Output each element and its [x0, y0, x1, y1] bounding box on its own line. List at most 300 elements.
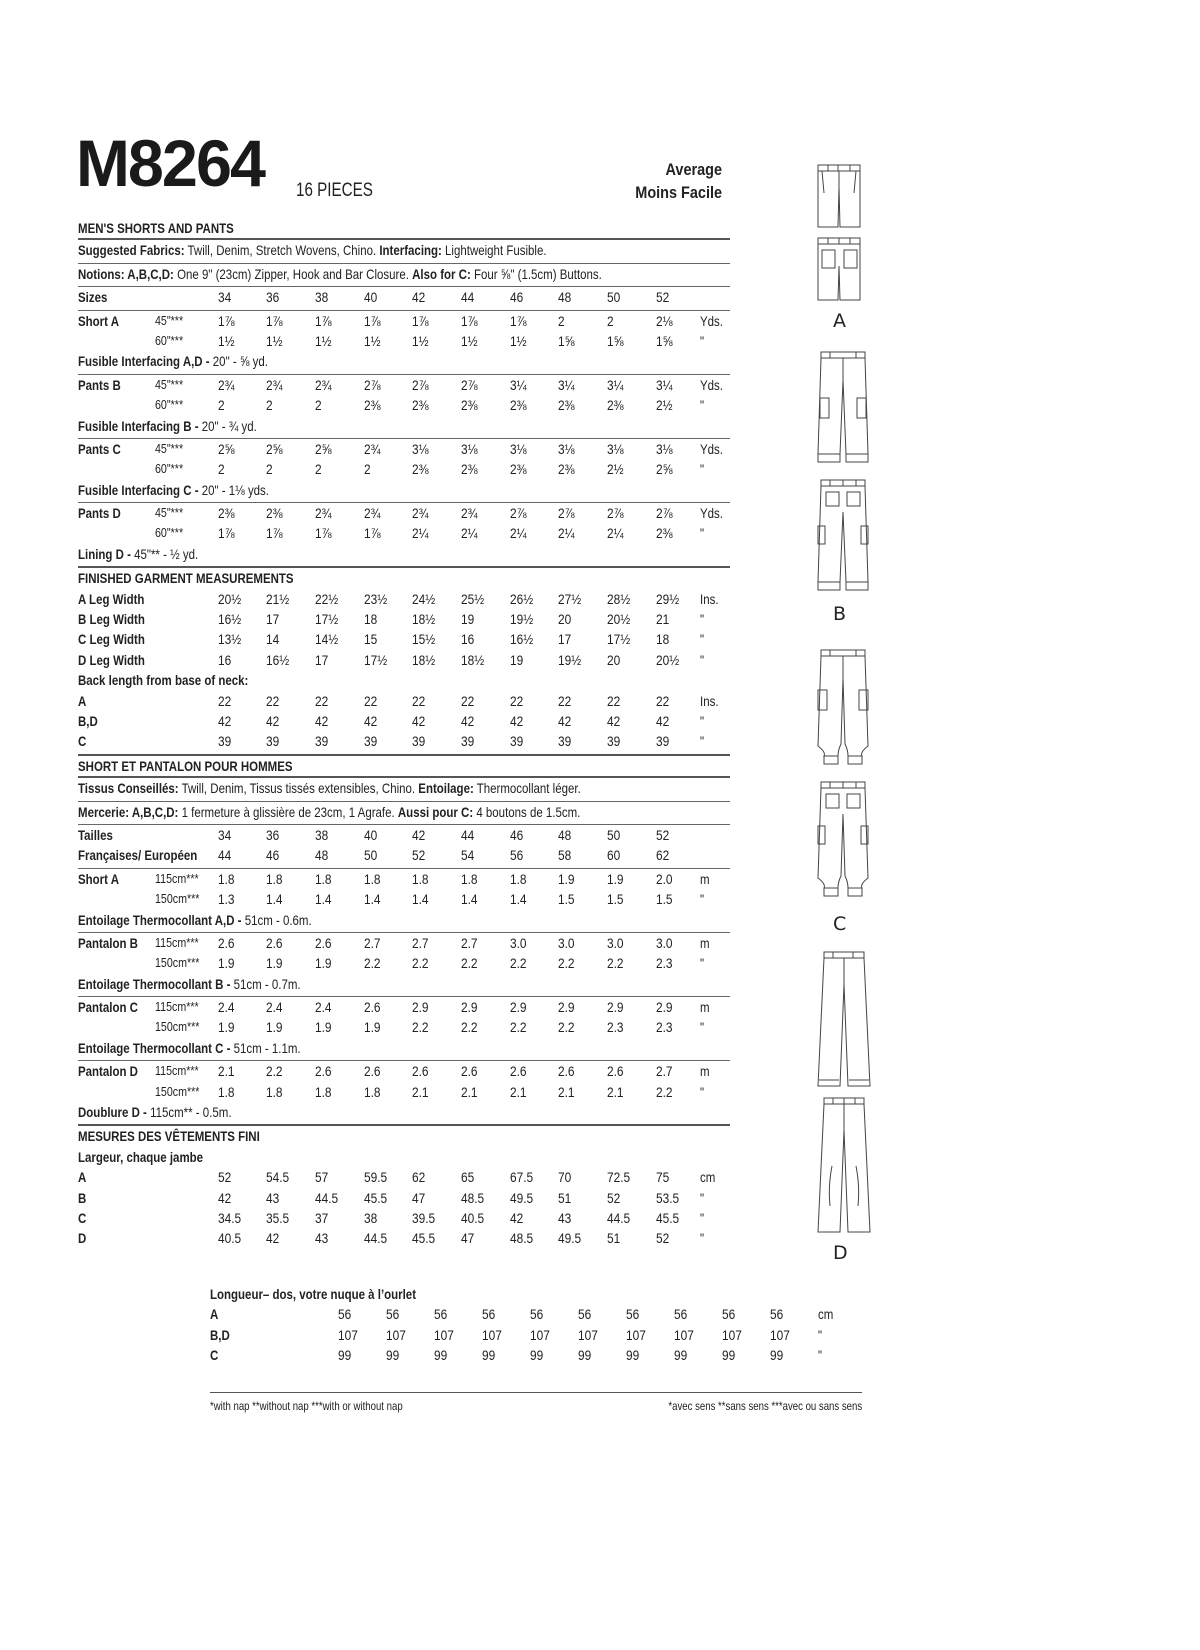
cell-value: 17½: [315, 611, 339, 628]
cell-value: 44.5: [364, 1230, 388, 1247]
cell-value: 99: [386, 1347, 400, 1364]
cell-value: 2.3: [656, 955, 673, 972]
cell-value: 2⅞: [364, 376, 381, 393]
cell-value: 47: [412, 1189, 426, 1206]
size-value: 50: [607, 289, 621, 306]
cell-value: 99: [338, 1347, 352, 1364]
fabric-width: 115cm***: [155, 870, 199, 886]
unit: m: [700, 999, 710, 1016]
cell-value: 2¾: [412, 505, 429, 522]
cell-value: 2½: [656, 397, 673, 414]
cell-value: 53.5: [656, 1189, 680, 1206]
row-label: Short A: [78, 870, 120, 887]
cell-value: 22: [656, 692, 670, 709]
cell-value: 18: [364, 611, 378, 628]
cell-value: 35.5: [266, 1209, 290, 1226]
cell-value: 1.8: [218, 870, 235, 887]
cell-value: 39: [558, 733, 572, 750]
cell-value: 2¾: [218, 376, 235, 393]
cell-value: 39: [218, 733, 232, 750]
cell-value: 1.8: [266, 870, 283, 887]
cell-value: 54.5: [266, 1169, 290, 1186]
cell-value: 1.5: [607, 891, 624, 908]
cell-value: 39: [412, 733, 426, 750]
unit: ": [700, 733, 705, 750]
size-value: 52: [412, 847, 426, 864]
cell-value: 39.5: [412, 1209, 436, 1226]
pieces-count: 16 PIECES: [296, 180, 373, 201]
row-label: B,D: [78, 712, 98, 729]
cell-value: 2.7: [364, 934, 381, 951]
eu-sizes-row: [78, 845, 730, 865]
leg-width-row: [78, 1208, 730, 1228]
cell-value: 75: [656, 1169, 670, 1186]
cell-value: 2¾: [461, 505, 478, 522]
cell-value: 2.6: [558, 1063, 575, 1080]
fabric-width: 150cm***: [155, 955, 200, 971]
cell-value: 2½: [607, 461, 624, 478]
cell-value: 2⅞: [656, 505, 673, 522]
view-b-front-drawing: [816, 350, 870, 466]
cell-value: 2.6: [510, 1063, 527, 1080]
yardage-note: Lining D - 45"** - ½ yd.: [78, 545, 199, 562]
size-value: 38: [315, 289, 329, 306]
cell-value: 17½: [364, 651, 388, 668]
cell-value: 107: [434, 1326, 454, 1343]
row-label: A: [78, 692, 87, 709]
cell-value: 1.4: [510, 891, 527, 908]
cell-value: 2.0: [656, 870, 673, 887]
cell-value: 2: [558, 312, 565, 329]
cell-value: 47: [461, 1230, 475, 1247]
cell-value: 2.7: [412, 934, 429, 951]
cell-value: 3¼: [510, 376, 527, 393]
cell-value: 42: [218, 1189, 232, 1206]
size-value: 44: [218, 847, 232, 864]
back-length-row: [78, 691, 730, 711]
cell-value: 17: [315, 651, 329, 668]
notions-line: Notions: A,B,C,D: One 9" (23cm) Zipper, Hook and Bar Closure. Also for C: Four ⅝" (1.5cm) Buttons.: [78, 263, 730, 284]
size-value: 60: [607, 847, 621, 864]
cell-value: 42: [656, 712, 670, 729]
fabric-width: 115cm***: [155, 999, 199, 1015]
cell-value: 2.2: [607, 955, 624, 972]
yardage-chart: [78, 218, 730, 1249]
cell-value: 22½: [315, 590, 339, 607]
cell-value: 56: [722, 1306, 736, 1323]
jogger-pants-front-icon: [816, 648, 870, 768]
cell-value: 17: [266, 611, 280, 628]
row-label: B,D: [210, 1326, 230, 1343]
fabric-width: 60"***: [155, 397, 184, 413]
cell-value: 14: [266, 631, 280, 648]
row-label: Sizes: [78, 289, 108, 306]
cell-value: 2.2: [510, 1019, 527, 1036]
cell-value: 18: [656, 631, 670, 648]
cell-value: 3¼: [607, 376, 624, 393]
unit: m: [700, 934, 710, 951]
cell-value: 1⅞: [266, 525, 283, 542]
straight-pants-back-icon: [816, 1096, 872, 1236]
cell-value: 23½: [364, 590, 388, 607]
size-value: 48: [558, 826, 572, 843]
yardage-note: Fusible Interfacing A,D - 20" - ⅝ yd.: [78, 353, 268, 370]
cell-value: 2¾: [364, 505, 381, 522]
unit: ": [700, 891, 705, 908]
cell-value: 52: [607, 1189, 621, 1206]
view-label-a: A: [833, 310, 846, 332]
cell-value: 16½: [218, 611, 242, 628]
cell-value: 16½: [266, 651, 290, 668]
cell-value: 42: [607, 712, 621, 729]
cell-value: 51: [607, 1230, 621, 1247]
fabric-width: 45"***: [155, 376, 184, 392]
cell-value: 2⅜: [412, 397, 429, 414]
fabric-width: 115cm***: [155, 1063, 199, 1079]
row-label: Tailles: [78, 826, 113, 843]
cell-value: 42: [266, 1230, 280, 1247]
cell-value: 2.4: [218, 999, 235, 1016]
fabrics-line: Tissus Conseillés: Twill, Denim, Tissus tissés extensibles, Chino. Entoilage: Thermocollant léger.: [78, 776, 730, 798]
row-label: D: [78, 1230, 87, 1247]
notions-line: Mercerie: A,B,C,D: 1 fermeture à glissière de 23cm, 1 Agrafe. Aussi pour C: 4 boutons de 1.5cm.: [78, 801, 730, 822]
cell-value: 42: [315, 712, 329, 729]
fabric-width: 150cm***: [155, 1019, 200, 1035]
size-value: 48: [315, 847, 329, 864]
cell-value: 1.9: [364, 1019, 381, 1036]
cell-value: 1.4: [461, 891, 478, 908]
cell-value: 1.4: [315, 891, 332, 908]
cell-value: 57: [315, 1169, 329, 1186]
cell-value: 2.2: [461, 955, 478, 972]
yardage-note: Entoilage Thermocollant B - 51cm - 0.7m.: [78, 975, 301, 992]
cell-value: 42: [364, 712, 378, 729]
leg-width-row: [78, 650, 730, 670]
cell-value: 59.5: [364, 1169, 388, 1186]
cell-value: 3⅛: [607, 440, 624, 457]
size-value: 36: [266, 289, 280, 306]
fabric-width: 45"***: [155, 505, 184, 521]
difficulty-rating: [635, 158, 722, 204]
cell-value: 29½: [656, 590, 680, 607]
jogger-pants-back-icon: [816, 780, 870, 900]
view-label-c: C: [833, 913, 847, 935]
unit: Yds.: [700, 440, 723, 457]
cell-value: 56: [386, 1306, 400, 1323]
length-title: Longueur– dos, votre nuque à l’ourlet: [210, 1286, 417, 1302]
row-label: Short A: [78, 312, 120, 329]
cell-value: 16: [461, 631, 475, 648]
unit: Yds.: [700, 312, 723, 329]
row-label: A Leg Width: [78, 590, 145, 607]
yardage-row: [78, 375, 730, 395]
unit: ": [700, 955, 705, 972]
size-value: 40: [364, 289, 378, 306]
yardage-row: [78, 459, 730, 479]
cell-value: 2¼: [510, 525, 527, 542]
cell-value: 2⅞: [461, 376, 478, 393]
cell-value: 44.5: [607, 1209, 631, 1226]
row-label: B Leg Width: [78, 611, 145, 628]
cell-value: 2.3: [656, 1019, 673, 1036]
cell-value: 2.2: [558, 1019, 575, 1036]
leg-width-row: [78, 629, 730, 649]
cell-value: 1⅞: [218, 312, 235, 329]
size-value: 36: [266, 826, 280, 843]
cell-value: 19: [510, 651, 524, 668]
cell-value: 2.1: [510, 1083, 527, 1100]
fabric-width: 60"***: [155, 461, 184, 477]
cell-value: 99: [674, 1347, 688, 1364]
row-label: Pants B: [78, 376, 121, 393]
cell-value: 22: [315, 692, 329, 709]
cell-value: 56: [338, 1306, 352, 1323]
cell-value: 13½: [218, 631, 242, 648]
footnote-fr: *avec sens **sans sens ***avec ou sans sens: [668, 1399, 862, 1413]
cell-value: 2⅜: [607, 397, 624, 414]
cell-value: 1½: [510, 332, 527, 349]
cell-value: 2¼: [607, 525, 624, 542]
cell-value: 1.9: [218, 1019, 235, 1036]
cell-value: 37: [315, 1209, 329, 1226]
cell-value: 99: [434, 1347, 448, 1364]
cell-value: 2⅜: [558, 397, 575, 414]
section-title: SHORT ET PANTALON POUR HOMMES: [78, 757, 293, 774]
cell-value: 3⅛: [412, 440, 429, 457]
cell-value: 22: [461, 692, 475, 709]
size-value: 54: [461, 847, 475, 864]
cell-value: 3¼: [656, 376, 673, 393]
cell-value: 39: [266, 733, 280, 750]
cell-value: 22: [510, 692, 524, 709]
cell-value: 42: [412, 712, 426, 729]
difficulty-fr: Moins Facile: [635, 183, 722, 202]
cell-value: 62: [412, 1169, 426, 1186]
row-label: C: [78, 733, 87, 750]
fabric-width: 150cm***: [155, 1083, 200, 1099]
cell-value: 2.9: [461, 999, 478, 1016]
finished-title: MESURES DES VÊTEMENTS FINI: [78, 1128, 260, 1145]
width-title: Largeur, chaque jambe: [78, 1148, 204, 1165]
cell-value: 16: [218, 651, 232, 668]
fabric-width: 60"***: [155, 332, 184, 348]
cell-value: 1.9: [266, 1019, 283, 1036]
footnotes: [210, 1392, 862, 1413]
size-value: 58: [558, 847, 572, 864]
unit: cm: [700, 1169, 716, 1186]
cell-value: 56: [482, 1306, 496, 1323]
unit: ": [818, 1326, 823, 1343]
cell-value: 2: [607, 312, 614, 329]
cell-value: 56: [434, 1306, 448, 1323]
cell-value: 51: [558, 1189, 572, 1206]
cell-value: 2.2: [412, 1019, 429, 1036]
cell-value: 2¾: [315, 376, 332, 393]
cell-value: 2⅞: [412, 376, 429, 393]
unit: ": [700, 1209, 705, 1226]
unit: m: [700, 870, 710, 887]
cell-value: 1.5: [558, 891, 575, 908]
view-a-back-drawing: [816, 236, 862, 302]
cell-value: 2⅝: [218, 440, 235, 457]
cell-value: 45.5: [656, 1209, 680, 1226]
cell-value: 18½: [412, 611, 436, 628]
sizes-row: [78, 825, 730, 845]
unit: ": [700, 1083, 705, 1100]
cell-value: 3⅛: [461, 440, 478, 457]
unit: ": [818, 1347, 823, 1364]
cell-value: 107: [770, 1326, 790, 1343]
cell-value: 1.9: [266, 955, 283, 972]
cell-value: 2: [218, 461, 225, 478]
cell-value: 2⅜: [412, 461, 429, 478]
size-value: 44: [461, 289, 475, 306]
cargo-pants-back-icon: [816, 478, 870, 594]
yardage-row: [78, 869, 730, 889]
size-value: 46: [510, 826, 524, 843]
cell-value: 1.8: [218, 1083, 235, 1100]
cell-value: 39: [510, 733, 524, 750]
cell-value: 2: [364, 461, 371, 478]
cell-value: 1.8: [412, 870, 429, 887]
cell-value: 107: [530, 1326, 550, 1343]
sizes-row: [78, 287, 730, 307]
cell-value: 1.9: [315, 955, 332, 972]
back-length-row: [78, 711, 730, 731]
cell-value: 99: [530, 1347, 544, 1364]
cell-value: 1⅝: [656, 332, 673, 349]
cargo-pants-front-icon: [816, 350, 870, 466]
cell-value: 2⅞: [510, 505, 527, 522]
cell-value: 2.2: [510, 955, 527, 972]
yardage-row: [78, 503, 730, 523]
cell-value: 49.5: [510, 1189, 534, 1206]
cell-value: 1⅞: [364, 525, 381, 542]
cell-value: 1⅝: [558, 332, 575, 349]
cell-value: 39: [315, 733, 329, 750]
cell-value: 39: [461, 733, 475, 750]
cell-value: 3⅛: [510, 440, 527, 457]
yardage-row: [78, 933, 730, 953]
cell-value: 99: [578, 1347, 592, 1364]
view-d-back-drawing: [816, 1096, 872, 1236]
cell-value: 45.5: [412, 1230, 436, 1247]
cell-value: 20½: [218, 590, 242, 607]
cell-value: 107: [482, 1326, 502, 1343]
cell-value: 25½: [461, 590, 485, 607]
row-label: Pantalon C: [78, 999, 138, 1016]
cell-value: 2.2: [412, 955, 429, 972]
cell-value: 3.0: [558, 934, 575, 951]
cell-value: 2⅜: [510, 461, 527, 478]
cell-value: 2⅜: [461, 461, 478, 478]
unit: ": [700, 1019, 705, 1036]
cell-value: 42: [461, 712, 475, 729]
cell-value: 2.6: [315, 1063, 332, 1080]
view-label-b: B: [833, 603, 847, 625]
cell-value: 2¾: [364, 440, 381, 457]
size-value: 50: [607, 826, 621, 843]
cell-value: 2.6: [607, 1063, 624, 1080]
cell-value: 2⅜: [364, 397, 381, 414]
size-value: 34: [218, 826, 232, 843]
unit: ": [700, 712, 705, 729]
row-label: Françaises/ Européen: [78, 847, 198, 864]
cell-value: 1⅞: [510, 312, 527, 329]
yardage-row: [78, 395, 730, 415]
cell-value: 3.0: [656, 934, 673, 951]
cell-value: 2.4: [266, 999, 283, 1016]
cell-value: 2⅜: [461, 397, 478, 414]
unit: Yds.: [700, 376, 723, 393]
cell-value: 1½: [364, 332, 381, 349]
shorts-back-icon: [816, 236, 862, 302]
cell-value: 1.9: [558, 870, 575, 887]
size-value: 34: [218, 289, 232, 306]
cell-value: 3.0: [607, 934, 624, 951]
cell-value: 2.9: [656, 999, 673, 1016]
cell-value: 16½: [510, 631, 534, 648]
cell-value: 22: [607, 692, 621, 709]
cell-value: 43: [266, 1189, 280, 1206]
cell-value: 19: [461, 611, 475, 628]
row-label: D Leg Width: [78, 651, 145, 668]
cell-value: 2⅝: [266, 440, 283, 457]
cell-value: 1½: [266, 332, 283, 349]
view-label-d: D: [833, 1242, 848, 1264]
cell-value: 2: [266, 461, 273, 478]
cell-value: 48.5: [461, 1189, 485, 1206]
cell-value: 1⅞: [218, 525, 235, 542]
cell-value: 1.8: [510, 870, 527, 887]
length-row: [210, 1345, 870, 1365]
leg-width-row: [78, 1228, 730, 1248]
cell-value: 2.6: [364, 1063, 381, 1080]
cell-value: 17½: [607, 631, 631, 648]
size-value: 52: [656, 826, 670, 843]
cell-value: 43: [558, 1209, 572, 1226]
shorts-front-icon: [816, 163, 862, 229]
view-a-front-drawing: [816, 163, 862, 229]
yardage-row: [78, 311, 730, 331]
cell-value: 45.5: [364, 1189, 388, 1206]
cell-value: 42: [510, 1209, 524, 1226]
unit: ": [700, 332, 705, 349]
cell-value: 39: [364, 733, 378, 750]
cell-value: 39: [607, 733, 621, 750]
cell-value: 22: [364, 692, 378, 709]
cell-value: 19½: [510, 611, 534, 628]
view-b-back-drawing: [816, 478, 870, 594]
cell-value: 2.6: [266, 934, 283, 951]
cell-value: 2⅜: [510, 397, 527, 414]
unit: cm: [818, 1306, 834, 1323]
cell-value: 1.8: [315, 870, 332, 887]
cell-value: 1½: [461, 332, 478, 349]
unit: ": [700, 611, 705, 628]
cell-value: 1.4: [364, 891, 381, 908]
cell-value: 22: [266, 692, 280, 709]
cell-value: 26½: [510, 590, 534, 607]
cell-value: 2.2: [364, 955, 381, 972]
cell-value: 52: [218, 1169, 232, 1186]
cell-value: 2.7: [656, 1063, 673, 1080]
cell-value: 1½: [412, 332, 429, 349]
cell-value: 2.6: [218, 934, 235, 951]
yardage-row: [78, 953, 730, 973]
cell-value: 2¼: [412, 525, 429, 542]
fabric-width: 150cm***: [155, 891, 200, 907]
